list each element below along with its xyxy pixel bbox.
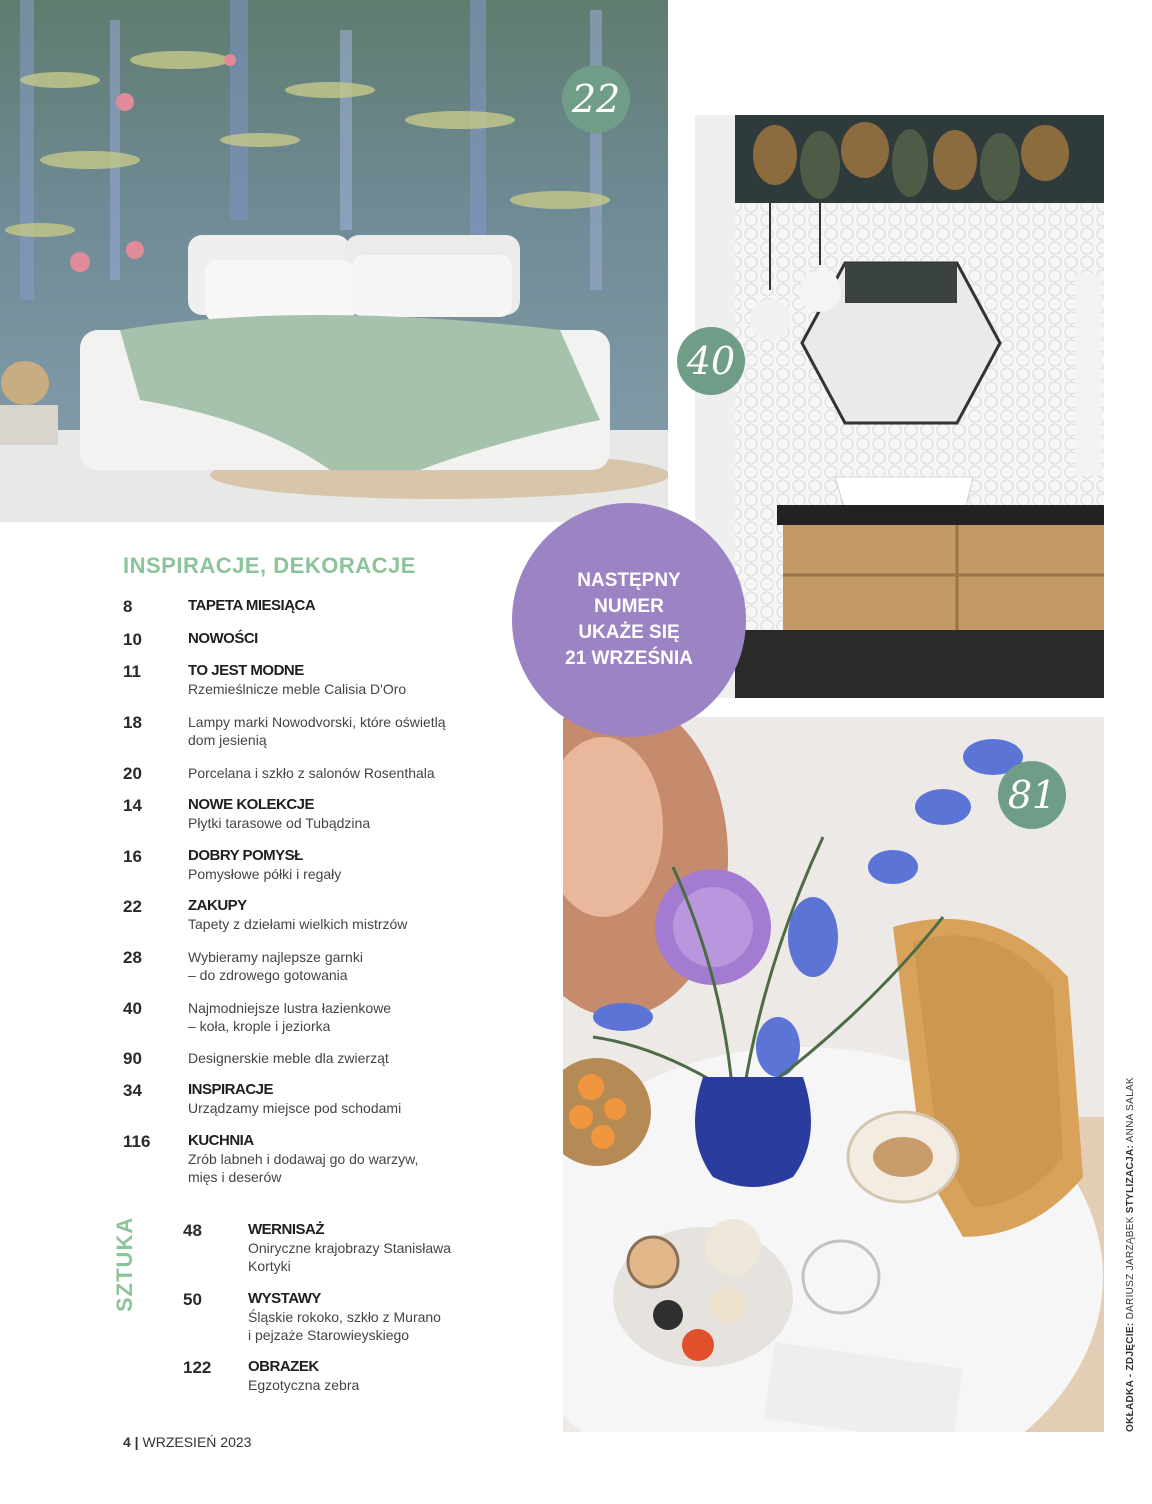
credits-styling-label: STYLIZACJA: — [1125, 1144, 1136, 1214]
toc-page-number: 28 — [123, 948, 142, 967]
toc-description: Urządzamy miejsce pod schodami — [188, 1100, 402, 1116]
toc-description: Lampy marki Nowodvorski, które oświetlą dom jesienią — [188, 714, 446, 748]
next-issue-line: NASTĘPNY — [577, 570, 681, 591]
credits-cover-photo: DARIUSZ JARZĄBEK — [1125, 1213, 1136, 1323]
toc-page-number: 122 — [183, 1358, 212, 1377]
toc-page-number: 10 — [123, 630, 142, 649]
toc-description: Śląskie rokoko, szkło z Murano i pejzaże Starowieyskiego — [248, 1309, 441, 1343]
page-footer — [123, 1434, 251, 1450]
bathroom-photo — [695, 115, 1104, 698]
toc-heading: WERNISAŻ — [248, 1221, 324, 1238]
toc-heading: WYSTAWY — [248, 1290, 321, 1307]
toc-heading: TO JEST MODNE — [188, 662, 304, 679]
toc-description: Designerskie meble dla zwierząt — [188, 1050, 389, 1066]
next-issue-line: UKAŻE SIĘ — [578, 622, 680, 643]
footer-separator: | — [130, 1434, 143, 1450]
art-section-label: SZTUKA — [112, 1216, 137, 1312]
toc-heading: ZAKUPY — [188, 897, 247, 914]
toc-heading: OBRAZEK — [248, 1358, 319, 1375]
toc-page-number: 90 — [123, 1049, 142, 1068]
page-badge-81: 81 — [998, 761, 1066, 829]
toc-page-number: 34 — [123, 1081, 142, 1100]
toc-description: Oniryczne krajobrazy Stanisława Kortyki — [248, 1240, 452, 1274]
toc-page-number: 16 — [123, 847, 142, 866]
toc-heading: NOWE KOLEKCJE — [188, 796, 315, 813]
toc-description: Wybieramy najlepsze garnki – do zdrowego gotowania — [188, 949, 363, 983]
photo-credits — [1125, 1077, 1136, 1432]
toc-heading: DOBRY POMYSŁ — [188, 847, 303, 864]
toc-page-number: 48 — [183, 1221, 202, 1240]
page-badge-40: 40 — [677, 327, 745, 395]
toc-page-number: 11 — [123, 662, 141, 681]
credits-styling: ANNA SALAK — [1125, 1077, 1136, 1145]
toc-description: Rzemieślnicze meble Calisia D'Oro — [188, 681, 407, 697]
toc-description: Tapety z dziełami wielkich mistrzów — [188, 916, 408, 932]
toc-description: Płytki tarasowe od Tubądzina — [188, 815, 371, 831]
toc-heading: INSPIRACJE — [188, 1081, 274, 1098]
toc-page-number: 20 — [123, 764, 142, 783]
credits-cover-label: OKŁADKA - ZDJĘCIE: — [1125, 1322, 1136, 1432]
toc-heading: NOWOŚCI — [188, 630, 258, 647]
next-issue-line: 21 WRZEŚNIA — [565, 648, 693, 669]
section-title: INSPIRACJE, DEKORACJE — [123, 553, 416, 578]
toc-page-number: 50 — [183, 1290, 202, 1309]
toc-heading: KUCHNIA — [188, 1132, 254, 1149]
page-badge-22: 22 — [562, 65, 630, 133]
toc-page-number: 22 — [123, 897, 142, 916]
toc-description: Zrób labneh i dodawaj go do warzyw, mięs i deserów — [188, 1151, 419, 1185]
issue-date: WRZESIEŃ 2023 — [142, 1434, 252, 1450]
toc-page-number: 116 — [123, 1132, 151, 1151]
next-issue-line: NUMER — [594, 596, 664, 617]
toc-description: Najmodniejsze lustra łazienkowe – koła, krople i jeziorka — [188, 1000, 392, 1034]
toc-page-number: 8 — [123, 597, 133, 616]
toc-page-number: 40 — [123, 999, 142, 1018]
page-number: 4 — [123, 1434, 131, 1450]
toc-description: Porcelana i szkło z salonów Rosenthala — [188, 765, 435, 781]
toc-page-number: 18 — [123, 713, 142, 732]
toc-description: Egzotyczna zebra — [248, 1377, 360, 1393]
toc-heading: TAPETA MIESIĄCA — [188, 597, 316, 614]
toc-description: Pomysłowe półki i regały — [188, 866, 342, 882]
toc-page-number: 14 — [123, 796, 142, 815]
next-issue-badge — [512, 503, 746, 737]
